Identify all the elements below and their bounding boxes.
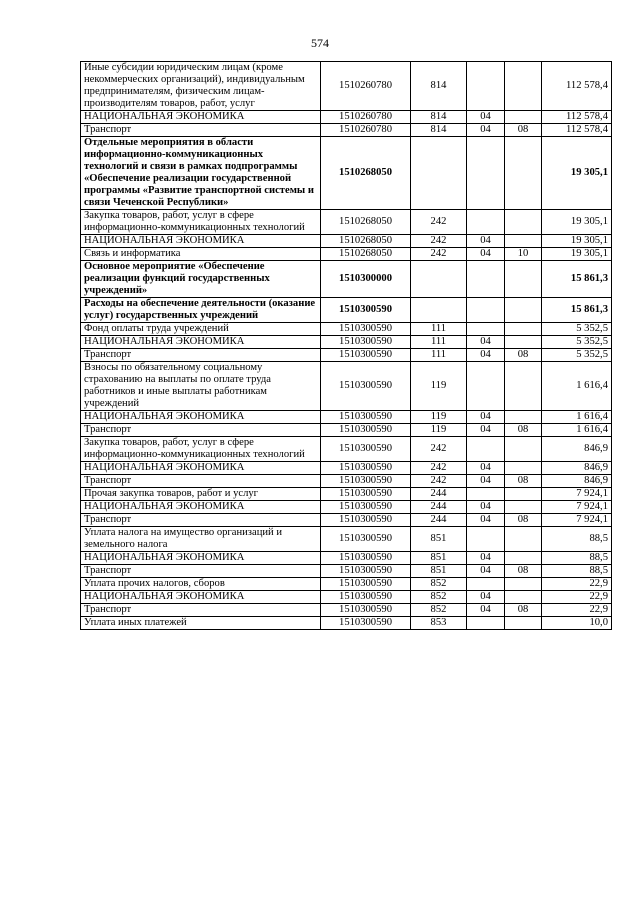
table-row	[81, 617, 612, 630]
target-code-cell: 1510300590	[321, 552, 411, 565]
subsection-cell	[505, 578, 542, 591]
section-cell	[467, 527, 505, 552]
expense-name-cell: НАЦИОНАЛЬНАЯ ЭКОНОМИКА	[81, 411, 321, 424]
expense-type-cell: 852	[411, 604, 467, 617]
expense-name-cell: Транспорт	[81, 124, 321, 137]
subsection-cell: 08	[505, 514, 542, 527]
expense-type-cell	[411, 137, 467, 210]
amount-cell: 19 305,1	[542, 210, 612, 235]
section-cell	[467, 617, 505, 630]
amount-cell: 19 305,1	[542, 235, 612, 248]
target-code-cell: 1510268050	[321, 235, 411, 248]
table-row	[81, 362, 612, 411]
table-row	[81, 210, 612, 235]
target-code-cell: 1510300590	[321, 437, 411, 462]
table-row	[81, 437, 612, 462]
expense-name-cell: Основное мероприятие «Обеспечение реализации функций государственных учреждений»	[81, 261, 321, 298]
section-cell	[467, 362, 505, 411]
section-cell	[467, 261, 505, 298]
target-code-cell: 1510260780	[321, 62, 411, 111]
target-code-cell: 1510268050	[321, 248, 411, 261]
table-row	[81, 604, 612, 617]
table-row	[81, 565, 612, 578]
subsection-cell	[505, 235, 542, 248]
amount-cell: 112 578,4	[542, 124, 612, 137]
expense-type-cell: 814	[411, 62, 467, 111]
table-row	[81, 62, 612, 111]
amount-cell: 10,0	[542, 617, 612, 630]
amount-cell: 88,5	[542, 552, 612, 565]
target-code-cell: 1510300590	[321, 617, 411, 630]
target-code-cell: 1510300590	[321, 298, 411, 323]
amount-cell: 88,5	[542, 565, 612, 578]
amount-cell: 5 352,5	[542, 336, 612, 349]
target-code-cell: 1510300590	[321, 501, 411, 514]
expense-name-cell: Закупка товаров, работ, услуг в сфере информационно-коммуникационных технологий	[81, 210, 321, 235]
expense-name-cell: Взносы по обязательному социальному страхованию на выплаты по оплате труда работников и иные выплаты работникам учреждений	[81, 362, 321, 411]
amount-cell: 15 861,3	[542, 261, 612, 298]
subsection-cell	[505, 323, 542, 336]
expense-name-cell: Иные субсидии юридическим лицам (кроме некоммерческих организаций), индивидуальным предпринимателям, физическим лицам-производителям товаров, работ, услуг	[81, 62, 321, 111]
table-row	[81, 514, 612, 527]
subsection-cell	[505, 411, 542, 424]
target-code-cell: 1510300000	[321, 261, 411, 298]
expense-type-cell: 851	[411, 527, 467, 552]
expense-type-cell: 851	[411, 565, 467, 578]
target-code-cell: 1510268050	[321, 210, 411, 235]
section-cell	[467, 298, 505, 323]
amount-cell: 7 924,1	[542, 501, 612, 514]
section-cell	[467, 437, 505, 462]
table-row	[81, 261, 612, 298]
table-row	[81, 411, 612, 424]
expense-name-cell: Уплата прочих налогов, сборов	[81, 578, 321, 591]
amount-cell: 846,9	[542, 462, 612, 475]
section-cell: 04	[467, 124, 505, 137]
section-cell	[467, 323, 505, 336]
expense-name-cell: Транспорт	[81, 604, 321, 617]
expense-name-cell: Уплата налога на имущество организаций и земельного налога	[81, 527, 321, 552]
expense-type-cell: 851	[411, 552, 467, 565]
amount-cell: 846,9	[542, 437, 612, 462]
expense-type-cell: 111	[411, 323, 467, 336]
subsection-cell	[505, 437, 542, 462]
expense-type-cell: 852	[411, 578, 467, 591]
section-cell: 04	[467, 552, 505, 565]
table-row	[81, 501, 612, 514]
target-code-cell: 1510260780	[321, 111, 411, 124]
subsection-cell	[505, 362, 542, 411]
target-code-cell: 1510300590	[321, 424, 411, 437]
section-cell: 04	[467, 336, 505, 349]
budget-table-body	[81, 62, 612, 630]
table-row	[81, 591, 612, 604]
subsection-cell	[505, 488, 542, 501]
expense-name-cell: Транспорт	[81, 565, 321, 578]
section-cell: 04	[467, 565, 505, 578]
subsection-cell	[505, 111, 542, 124]
table-row	[81, 137, 612, 210]
expense-type-cell: 852	[411, 591, 467, 604]
expense-type-cell	[411, 298, 467, 323]
expense-type-cell: 244	[411, 514, 467, 527]
amount-cell: 112 578,4	[542, 111, 612, 124]
table-row	[81, 488, 612, 501]
section-cell: 04	[467, 475, 505, 488]
subsection-cell: 08	[505, 475, 542, 488]
subsection-cell: 08	[505, 124, 542, 137]
expense-name-cell: НАЦИОНАЛЬНАЯ ЭКОНОМИКА	[81, 336, 321, 349]
amount-cell: 1 616,4	[542, 411, 612, 424]
amount-cell: 846,9	[542, 475, 612, 488]
target-code-cell: 1510300590	[321, 475, 411, 488]
expense-name-cell: Уплата иных платежей	[81, 617, 321, 630]
table-row	[81, 248, 612, 261]
budget-table	[80, 61, 612, 630]
target-code-cell: 1510300590	[321, 591, 411, 604]
subsection-cell: 08	[505, 604, 542, 617]
expense-name-cell: Отдельные мероприятия в области информационно-коммуникационных технологий и связи в рамках подпрограммы «Обеспечение реализации государственной программы «Развитие транспортной системы и связи Чеченской Республики»	[81, 137, 321, 210]
target-code-cell: 1510300590	[321, 362, 411, 411]
table-row	[81, 298, 612, 323]
amount-cell: 1 616,4	[542, 362, 612, 411]
section-cell: 04	[467, 424, 505, 437]
target-code-cell: 1510300590	[321, 527, 411, 552]
expense-type-cell: 242	[411, 210, 467, 235]
target-code-cell: 1510300590	[321, 604, 411, 617]
expense-name-cell: НАЦИОНАЛЬНАЯ ЭКОНОМИКА	[81, 462, 321, 475]
subsection-cell	[505, 62, 542, 111]
table-row	[81, 323, 612, 336]
expense-name-cell: НАЦИОНАЛЬНАЯ ЭКОНОМИКА	[81, 111, 321, 124]
target-code-cell: 1510300590	[321, 578, 411, 591]
table-row	[81, 475, 612, 488]
expense-name-cell: Закупка товаров, работ, услуг в сфере информационно-коммуникационных технологий	[81, 437, 321, 462]
table-row	[81, 336, 612, 349]
expense-type-cell: 242	[411, 462, 467, 475]
amount-cell: 7 924,1	[542, 514, 612, 527]
subsection-cell	[505, 261, 542, 298]
amount-cell: 19 305,1	[542, 137, 612, 210]
subsection-cell	[505, 501, 542, 514]
section-cell: 04	[467, 349, 505, 362]
table-row	[81, 552, 612, 565]
expense-name-cell: Связь и информатика	[81, 248, 321, 261]
expense-name-cell: НАЦИОНАЛЬНАЯ ЭКОНОМИКА	[81, 235, 321, 248]
section-cell	[467, 578, 505, 591]
target-code-cell: 1510300590	[321, 514, 411, 527]
section-cell: 04	[467, 604, 505, 617]
subsection-cell	[505, 336, 542, 349]
amount-cell: 22,9	[542, 578, 612, 591]
target-code-cell: 1510268050	[321, 137, 411, 210]
table-row	[81, 424, 612, 437]
section-cell	[467, 210, 505, 235]
target-code-cell: 1510300590	[321, 411, 411, 424]
target-code-cell: 1510300590	[321, 336, 411, 349]
expense-name-cell: Фонд оплаты труда учреждений	[81, 323, 321, 336]
section-cell: 04	[467, 235, 505, 248]
table-row	[81, 578, 612, 591]
amount-cell: 19 305,1	[542, 248, 612, 261]
expense-type-cell: 119	[411, 424, 467, 437]
subsection-cell	[505, 552, 542, 565]
expense-name-cell: Прочая закупка товаров, работ и услуг	[81, 488, 321, 501]
subsection-cell: 08	[505, 565, 542, 578]
section-cell: 04	[467, 591, 505, 604]
expense-type-cell	[411, 261, 467, 298]
expense-name-cell: НАЦИОНАЛЬНАЯ ЭКОНОМИКА	[81, 552, 321, 565]
subsection-cell	[505, 462, 542, 475]
table-row	[81, 111, 612, 124]
section-cell	[467, 62, 505, 111]
section-cell: 04	[467, 111, 505, 124]
expense-type-cell: 119	[411, 411, 467, 424]
target-code-cell: 1510300590	[321, 488, 411, 501]
table-row	[81, 235, 612, 248]
subsection-cell: 08	[505, 349, 542, 362]
expense-name-cell: Транспорт	[81, 514, 321, 527]
section-cell: 04	[467, 514, 505, 527]
table-row	[81, 527, 612, 552]
section-cell	[467, 137, 505, 210]
amount-cell: 22,9	[542, 591, 612, 604]
expense-type-cell: 242	[411, 235, 467, 248]
subsection-cell	[505, 298, 542, 323]
expense-type-cell: 853	[411, 617, 467, 630]
amount-cell: 1 616,4	[542, 424, 612, 437]
subsection-cell: 08	[505, 424, 542, 437]
amount-cell: 7 924,1	[542, 488, 612, 501]
section-cell	[467, 488, 505, 501]
subsection-cell: 10	[505, 248, 542, 261]
target-code-cell: 1510260780	[321, 124, 411, 137]
subsection-cell	[505, 617, 542, 630]
expense-name-cell: НАЦИОНАЛЬНАЯ ЭКОНОМИКА	[81, 591, 321, 604]
expense-type-cell: 814	[411, 124, 467, 137]
expense-type-cell: 242	[411, 248, 467, 261]
subsection-cell	[505, 210, 542, 235]
amount-cell: 112 578,4	[542, 62, 612, 111]
expense-type-cell: 119	[411, 362, 467, 411]
section-cell: 04	[467, 462, 505, 475]
table-row	[81, 462, 612, 475]
expense-type-cell: 111	[411, 336, 467, 349]
expense-name-cell: Транспорт	[81, 349, 321, 362]
target-code-cell: 1510300590	[321, 349, 411, 362]
expense-name-cell: Расходы на обеспечение деятельности (оказание услуг) государственных учреждений	[81, 298, 321, 323]
target-code-cell: 1510300590	[321, 565, 411, 578]
expense-name-cell: НАЦИОНАЛЬНАЯ ЭКОНОМИКА	[81, 501, 321, 514]
amount-cell: 5 352,5	[542, 323, 612, 336]
section-cell: 04	[467, 411, 505, 424]
expense-type-cell: 111	[411, 349, 467, 362]
section-cell: 04	[467, 501, 505, 514]
target-code-cell: 1510300590	[321, 323, 411, 336]
subsection-cell	[505, 591, 542, 604]
expense-type-cell: 242	[411, 475, 467, 488]
expense-name-cell: Транспорт	[81, 475, 321, 488]
expense-type-cell: 244	[411, 488, 467, 501]
table-row	[81, 349, 612, 362]
subsection-cell	[505, 527, 542, 552]
subsection-cell	[505, 137, 542, 210]
amount-cell: 15 861,3	[542, 298, 612, 323]
target-code-cell: 1510300590	[321, 462, 411, 475]
amount-cell: 88,5	[542, 527, 612, 552]
amount-cell: 5 352,5	[542, 349, 612, 362]
table-row	[81, 124, 612, 137]
amount-cell: 22,9	[542, 604, 612, 617]
expense-type-cell: 244	[411, 501, 467, 514]
page-number: 574	[311, 36, 329, 50]
expense-type-cell: 814	[411, 111, 467, 124]
expense-name-cell: Транспорт	[81, 424, 321, 437]
section-cell: 04	[467, 248, 505, 261]
expense-type-cell: 242	[411, 437, 467, 462]
